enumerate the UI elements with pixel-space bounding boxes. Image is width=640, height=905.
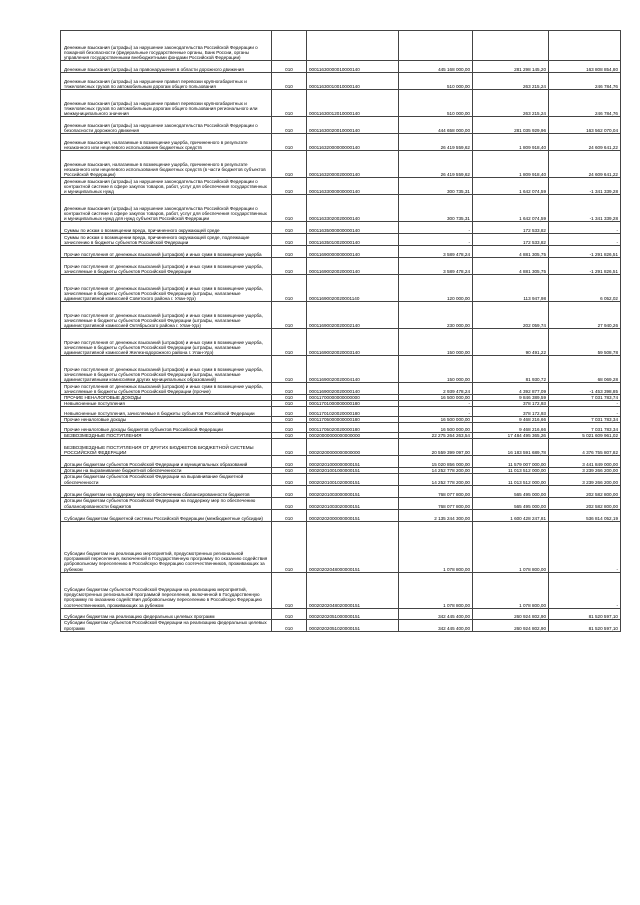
row-budget-code-cell: 00020201001020000151 [307, 474, 399, 485]
row-name-cell: Субсидии бюджетам бюджетной системы Российской Федерации (межбюджетные субсидии) [61, 509, 272, 521]
row-line-code-cell: 010 [272, 222, 307, 234]
row-line-code-cell: 010 [272, 407, 307, 417]
row-line-code-cell: 010 [272, 417, 307, 423]
row-executed-cell: 90 491,22 [473, 329, 549, 356]
row-approved-cell: 510 000,00 [399, 90, 473, 117]
table-row [61, 439, 621, 456]
row-name-cell: Субсидии бюджетам на реализацию мероприятий, предусмотренных региональной программой переселения, включенной в Государственную программу по оказанию содействия добровольному переселению в Российскую Федерацию соотечественников, проживающих за рубежом [61, 521, 272, 572]
row-line-code-cell: 010 [272, 151, 307, 178]
table-row [61, 474, 621, 485]
row-approved-cell: - [399, 234, 473, 246]
row-unexecuted-cell: 246 784,76 [549, 73, 621, 90]
row-unexecuted-cell: 6 052,02 [549, 275, 621, 302]
row-executed-cell: 565 495 000,00 [473, 497, 549, 509]
row-name-cell: Невыясненные поступления, зачисляемые в бюджеты субъектов Российской Федерации [61, 407, 272, 417]
row-line-code-cell: 010 [272, 474, 307, 485]
row-budget-code-cell: 00020202051020000151 [307, 619, 399, 631]
row-budget-code-cell: 00011630000010000140 [307, 61, 399, 73]
table-row [61, 246, 621, 258]
row-budget-code-cell: 00020202048000000151 [307, 521, 399, 572]
row-budget-code-cell: 00011690020020000140 [307, 383, 399, 395]
row-name-cell: Прочие поступления от денежных взысканий (штрафов) и иных сумм в возмещение ущерба, зачисляемые в бюджеты субъектов Российской Федерации (штрафы, налагаемые административными комиссиями других муниципальных образований) [61, 356, 272, 383]
row-executed-cell: 172 533,82 [473, 234, 549, 246]
row-executed-cell: 260 924 802,90 [473, 608, 549, 619]
row-unexecuted-cell: 202 582 800,00 [549, 485, 621, 497]
table-row [61, 456, 621, 468]
row-unexecuted-cell: 81 520 597,10 [549, 608, 621, 619]
row-budget-code-cell: 00011705000000000180 [307, 417, 399, 423]
row-approved-cell: 1 078 800,00 [399, 521, 473, 572]
row-name-cell: Денежные взыскания, налагаемые в возмещение ущерба, причиненного в результате незаконного или нецелевого использования бюджетных средств (в части бюджетов субъектов Российской Федерации) [61, 151, 272, 178]
row-executed-cell: 4 392 877,09 [473, 383, 549, 395]
row-line-code-cell: 010 [272, 401, 307, 407]
row-approved-cell: 20 559 399 097,00 [399, 439, 473, 456]
row-name-cell: Денежные взыскания (штрафы) за правонарушения в области дорожного движения [61, 61, 272, 73]
row-budget-code-cell: 00011690000000000140 [307, 246, 399, 258]
row-name-cell: Суммы по искам о возмещении вреда, причиненного окружающей среде, подлежащие зачислению в бюджеты субъектов Российской Федерации [61, 234, 272, 246]
row-name-cell: Прочие неналоговые доходы бюджетов субъектов Российской Федерации [61, 423, 272, 433]
row-line-code-cell: 010 [272, 456, 307, 468]
row-line-code-cell: 010 [272, 73, 307, 90]
row-name-cell: Дотации бюджетам субъектов Российской Федерации на поддержку мер по обеспечению сбалансированности бюджетов [61, 497, 272, 509]
row-approved-cell: 15 020 856 000,00 [399, 456, 473, 468]
row-budget-code-cell: 00011635010020000140 [307, 234, 399, 246]
row-executed-cell: 1 642 074,59 [473, 195, 549, 222]
table-row [61, 61, 621, 73]
row-budget-code-cell: 00020202051000000151 [307, 608, 399, 619]
row-name-cell: Дотации на выравнивание бюджетной обеспеченности [61, 468, 272, 474]
row-name-cell: Денежные взыскания, налагаемые в возмещение ущерба, причиненного в результате незаконного или нецелевого использования бюджетных средств [61, 134, 272, 151]
table-row [61, 356, 621, 383]
row-budget-code-cell: 00011690020020001140 [307, 275, 399, 302]
row-approved-cell: 22 275 264 263,54 [399, 433, 473, 439]
row-unexecuted-cell: 163 808 854,80 [549, 61, 621, 73]
row-approved-cell: 3 589 478,24 [399, 258, 473, 275]
row-name-cell: Денежные взыскания (штрафы) за нарушение правил перевозки крупногабаритных и тяжеловесных грузов по автомобильным дорогам общего пользования [61, 73, 272, 90]
table-row [61, 117, 621, 134]
row-name-cell: Денежные взыскания (штрафы) за нарушение законодательства Российской Федерации о пожарной безопасности (федеральные государственные органы, Банк России, органы управления государственными внебюджетными фондами Российской Федерации) [61, 31, 272, 61]
row-budget-code-cell: 00020202000000000151 [307, 509, 399, 521]
row-budget-code-cell: 00011690020020002140 [307, 302, 399, 329]
row-executed-cell: 113 947,98 [473, 275, 549, 302]
row-approved-cell: 445 168 000,00 [399, 61, 473, 73]
row-executed-cell: 17 484 495 365,26 [473, 433, 549, 439]
table-row [61, 485, 621, 497]
row-line-code-cell: 010 [272, 433, 307, 439]
row-unexecuted-cell: 3 239 266 200,00 [549, 474, 621, 485]
row-budget-code-cell: 00020201000000000151 [307, 456, 399, 468]
row-approved-cell: 768 077 800,00 [399, 497, 473, 509]
row-executed-cell: 565 495 000,00 [473, 485, 549, 497]
row-line-code-cell: 010 [272, 258, 307, 275]
report-table-container [60, 30, 618, 632]
row-unexecuted-cell [549, 31, 621, 61]
row-unexecuted-cell: 24 609 641,22 [549, 134, 621, 151]
row-budget-code-cell [307, 31, 399, 61]
row-approved-cell: 768 077 800,00 [399, 485, 473, 497]
row-unexecuted-cell: - [549, 572, 621, 608]
row-name-cell: Денежные взыскания (штрафы) за нарушение законодательства Российской Федерации о контрактной системе в сфере закупок товаров, работ, услуг для обеспечения государственных и муниципальных нужд [61, 178, 272, 195]
row-name-cell: Денежные взыскания (штрафы) за нарушение правил перевозки крупногабаритных и тяжеловесных грузов по автомобильным дорогам общего пользования регионального или межмуниципального значения [61, 90, 272, 117]
row-approved-cell: - [399, 222, 473, 234]
table-row [61, 151, 621, 178]
row-name-cell: Субсидии бюджетам субъектов Российской Федерации на реализацию мероприятий, предусмотренных региональной программой переселения, включенной в Государственную программу по оказанию содействия добровольному переселению в Российскую Федерацию соотечественников, проживающих за рубежом [61, 572, 272, 608]
table-row [61, 329, 621, 356]
row-budget-code-cell: 00020201003020000151 [307, 497, 399, 509]
row-unexecuted-cell: -1 341 339,28 [549, 195, 621, 222]
row-unexecuted-cell: 24 609 641,22 [549, 151, 621, 178]
row-line-code-cell: 010 [272, 234, 307, 246]
row-executed-cell: 1 078 800,00 [473, 521, 549, 572]
row-unexecuted-cell: 4 376 755 807,82 [549, 439, 621, 456]
row-executed-cell: 4 881 305,75 [473, 258, 549, 275]
row-line-code-cell: 010 [272, 485, 307, 497]
row-approved-cell: 3 589 478,24 [399, 246, 473, 258]
row-budget-code-cell: 00011630010010000140 [307, 73, 399, 90]
row-executed-cell: 11 013 512 000,00 [473, 468, 549, 474]
row-approved-cell [399, 31, 473, 61]
row-executed-cell: 263 215,24 [473, 90, 549, 117]
row-budget-code-cell: 00020000000000000000 [307, 433, 399, 439]
row-name-cell: Невыясненные поступления [61, 401, 272, 407]
row-line-code-cell: 010 [272, 302, 307, 329]
row-budget-code-cell: 00011632000000000140 [307, 134, 399, 151]
row-executed-cell: 11 013 512 000,00 [473, 474, 549, 485]
row-budget-code-cell: 00011635000000000140 [307, 222, 399, 234]
row-budget-code-cell: 00011690020020003140 [307, 329, 399, 356]
table-row [61, 234, 621, 246]
row-executed-cell: 263 215,24 [473, 73, 549, 90]
row-line-code-cell: 010 [272, 423, 307, 433]
table-row [61, 619, 621, 631]
row-unexecuted-cell: 59 508,78 [549, 329, 621, 356]
row-line-code-cell: 010 [272, 395, 307, 401]
row-unexecuted-cell: 163 562 070,04 [549, 117, 621, 134]
row-budget-code-cell: 00011690020020000140 [307, 258, 399, 275]
row-approved-cell: 120 000,00 [399, 275, 473, 302]
table-row [61, 468, 621, 474]
row-line-code-cell: 010 [272, 608, 307, 619]
row-approved-cell: 16 500 000,00 [399, 423, 473, 433]
row-unexecuted-cell: - [549, 521, 621, 572]
row-line-code-cell: 010 [272, 246, 307, 258]
row-line-code-cell: 010 [272, 356, 307, 383]
row-approved-cell: 300 735,31 [399, 178, 473, 195]
row-executed-cell: 9 468 216,66 [473, 423, 549, 433]
row-executed-cell: 81 930,72 [473, 356, 549, 383]
row-line-code-cell: 010 [272, 90, 307, 117]
row-line-code-cell [272, 31, 307, 61]
table-row [61, 509, 621, 521]
row-executed-cell: 260 924 802,90 [473, 619, 549, 631]
row-executed-cell: 172 533,82 [473, 222, 549, 234]
row-executed-cell: 281 035 929,96 [473, 117, 549, 134]
row-unexecuted-cell: -1 341 339,28 [549, 178, 621, 195]
row-line-code-cell: 010 [272, 275, 307, 302]
row-line-code-cell: 010 [272, 497, 307, 509]
table-row [61, 134, 621, 151]
row-unexecuted-cell: - [549, 234, 621, 246]
row-line-code-cell: 010 [272, 117, 307, 134]
row-name-cell: ПРОЧИЕ НЕНАЛОГОВЫЕ ДОХОДЫ [61, 395, 272, 401]
row-unexecuted-cell: -1 291 826,51 [549, 246, 621, 258]
row-name-cell: Прочие поступления от денежных взысканий (штрафов) и иных сумм в возмещение ущерба, зачисляемые в бюджеты субъектов Российской Федерации (прочие) [61, 383, 272, 395]
row-executed-cell: 1 078 800,00 [473, 572, 549, 608]
row-approved-cell: 2 135 244 300,00 [399, 509, 473, 521]
row-approved-cell: 26 419 559,62 [399, 134, 473, 151]
row-name-cell: Денежные взыскания (штрафы) за нарушение законодательства Российской Федерации о безопасности дорожного движения [61, 117, 272, 134]
row-executed-cell: 16 183 591 689,78 [473, 439, 549, 456]
row-unexecuted-cell: 246 784,76 [549, 90, 621, 117]
table-row [61, 90, 621, 117]
row-name-cell: Субсидии бюджетам субъектов Российской Федерации на реализацию федеральных целевых программ [61, 619, 272, 631]
row-line-code-cell: 010 [272, 195, 307, 222]
row-unexecuted-cell: - [549, 222, 621, 234]
row-executed-cell: 378 172,93 [473, 401, 549, 407]
row-line-code-cell: 010 [272, 521, 307, 572]
row-approved-cell: 26 419 559,62 [399, 151, 473, 178]
table-row [61, 222, 621, 234]
row-approved-cell: - [399, 401, 473, 407]
row-name-cell: Прочие поступления от денежных взысканий (штрафов) и иных сумм в возмещение ущерба, зачисляемые в бюджеты субъектов Российской Федерации (штрафы, налагаемые административной комиссией Железнодорожного района г. Улан-Удэ) [61, 329, 272, 356]
row-approved-cell: 2 939 478,24 [399, 383, 473, 395]
row-executed-cell: 4 881 305,75 [473, 246, 549, 258]
row-executed-cell: 202 059,74 [473, 302, 549, 329]
table-row [61, 383, 621, 395]
row-unexecuted-cell: -1 291 826,51 [549, 258, 621, 275]
row-line-code-cell: 010 [272, 178, 307, 195]
table-row [61, 31, 621, 61]
table-row [61, 195, 621, 222]
table-row [61, 608, 621, 619]
row-executed-cell: 9 846 389,59 [473, 395, 549, 401]
row-budget-code-cell: 00020202048020000151 [307, 572, 399, 608]
table-row [61, 73, 621, 90]
row-name-cell: БЕЗВОЗМЕЗДНЫЕ ПОСТУПЛЕНИЯ [61, 433, 272, 439]
row-approved-cell: 150 000,00 [399, 356, 473, 383]
row-line-code-cell: 010 [272, 439, 307, 456]
row-name-cell: Прочие поступления от денежных взысканий (штрафов) и иных сумм в возмещение ущерба, зачисляемые в бюджеты субъектов Российской Федерации (штрафы, налагаемые административной комиссией Советского района г. Улан-Удэ) [61, 275, 272, 302]
row-unexecuted-cell: 7 031 783,34 [549, 423, 621, 433]
row-line-code-cell: 010 [272, 329, 307, 356]
row-executed-cell: 1 809 918,40 [473, 151, 549, 178]
table-row [61, 178, 621, 195]
row-budget-code-cell: 00020201003000000151 [307, 485, 399, 497]
row-name-cell: Субсидии бюджетам на реализацию федеральных целевых программ [61, 608, 272, 619]
row-name-cell: Прочие поступления от денежных взысканий (штрафов) и иных сумм в возмещение ущерба [61, 246, 272, 258]
row-budget-code-cell: 00020201001000000151 [307, 468, 399, 474]
row-name-cell: Прочие поступления от денежных взысканий (штрафов) и иных сумм в возмещение ущерба, зачисляемые в бюджеты субъектов Российской Федерации [61, 258, 272, 275]
row-name-cell: Денежные взыскания (штрафы) за нарушение законодательства Российской Федерации о контрактной системе в сфере закупок товаров, работ, услуг для обеспечения государственных и муниципальных нужд для нужд субъектов Российской Федерации [61, 195, 272, 222]
row-approved-cell: 230 000,00 [399, 302, 473, 329]
row-budget-code-cell: 00011633020020000140 [307, 195, 399, 222]
row-executed-cell: 1 809 918,40 [473, 134, 549, 151]
row-approved-cell: 510 000,00 [399, 73, 473, 90]
row-approved-cell: 16 500 000,00 [399, 417, 473, 423]
row-unexecuted-cell: - [549, 401, 621, 407]
row-approved-cell: 150 000,00 [399, 329, 473, 356]
table-row [61, 407, 621, 417]
table-body [61, 31, 621, 632]
row-line-code-cell: 010 [272, 572, 307, 608]
row-executed-cell: 281 298 145,20 [473, 61, 549, 73]
row-approved-cell: - [399, 407, 473, 417]
row-executed-cell: 1 600 428 247,81 [473, 509, 549, 521]
row-unexecuted-cell: - [549, 407, 621, 417]
row-budget-code-cell: 00011700000000000000 [307, 395, 399, 401]
row-unexecuted-cell: 3 239 266 200,00 [549, 468, 621, 474]
table-row [61, 497, 621, 509]
row-unexecuted-cell: 68 069,28 [549, 356, 621, 383]
row-line-code-cell: 010 [272, 134, 307, 151]
row-name-cell: Прочие поступления от денежных взысканий (штрафов) и иных сумм в возмещение ущерба, зачисляемые в бюджеты субъектов Российской Федерации (штрафы, налагаемые административной комиссией Октябрьского района г. Улан-Удэ) [61, 302, 272, 329]
row-approved-cell: 14 252 778 200,00 [399, 474, 473, 485]
row-unexecuted-cell: 81 520 597,10 [549, 619, 621, 631]
row-approved-cell: 14 252 778 200,00 [399, 468, 473, 474]
row-budget-code-cell: 00011690020020004140 [307, 356, 399, 383]
row-budget-code-cell: 00011705020020000180 [307, 423, 399, 433]
row-budget-code-cell: 00020200000000000000 [307, 439, 399, 456]
row-line-code-cell: 010 [272, 509, 307, 521]
row-name-cell: Прочие неналоговые доходы [61, 417, 272, 423]
row-approved-cell: 342 445 400,00 [399, 608, 473, 619]
row-unexecuted-cell: 3 441 849 000,00 [549, 456, 621, 468]
table-row [61, 275, 621, 302]
row-executed-cell [473, 31, 549, 61]
row-name-cell: БЕЗВОЗМЕЗДНЫЕ ПОСТУПЛЕНИЯ ОТ ДРУГИХ БЮДЖЕТОВ БЮДЖЕТНОЙ СИСТЕМЫ РОССИЙСКОЙ ФЕДЕРАЦИИ [61, 439, 272, 456]
row-line-code-cell: 010 [272, 61, 307, 73]
row-approved-cell: 444 658 000,00 [399, 117, 473, 134]
row-approved-cell: 342 445 400,00 [399, 619, 473, 631]
row-line-code-cell: 010 [272, 468, 307, 474]
row-unexecuted-cell: 5 021 609 961,02 [549, 433, 621, 439]
table-row [61, 423, 621, 433]
row-approved-cell: 1 078 800,00 [399, 572, 473, 608]
revenue-execution-table [60, 30, 621, 632]
row-budget-code-cell: 00011632000020000140 [307, 151, 399, 178]
row-budget-code-cell: 00011630020010000140 [307, 117, 399, 134]
row-unexecuted-cell: 536 814 052,19 [549, 509, 621, 521]
row-executed-cell: 1 642 074,59 [473, 178, 549, 195]
row-unexecuted-cell: 27 940,26 [549, 302, 621, 329]
row-executed-cell: 11 579 007 000,00 [473, 456, 549, 468]
row-approved-cell: 16 500 000,00 [399, 395, 473, 401]
row-name-cell: Суммы по искам о возмещении вреда, причиненного окружающей среде [61, 222, 272, 234]
table-row [61, 521, 621, 572]
row-budget-code-cell: 00011701000000000180 [307, 401, 399, 407]
row-line-code-cell: 010 [272, 383, 307, 395]
row-executed-cell: 9 468 216,66 [473, 417, 549, 423]
row-unexecuted-cell: 202 582 800,00 [549, 497, 621, 509]
row-budget-code-cell: 00011633000000000140 [307, 178, 399, 195]
row-name-cell: Дотации бюджетам на поддержку мер по обеспечению сбалансированности бюджетов [61, 485, 272, 497]
row-budget-code-cell: 00011701020020000180 [307, 407, 399, 417]
table-row [61, 302, 621, 329]
row-line-code-cell: 010 [272, 619, 307, 631]
row-name-cell: Дотации бюджетам субъектов Российской Федерации на выравнивание бюджетной обеспеченности [61, 474, 272, 485]
row-unexecuted-cell: -1 453 398,85 [549, 383, 621, 395]
table-row [61, 572, 621, 608]
row-approved-cell: 300 735,31 [399, 195, 473, 222]
row-budget-code-cell: 00011630012010000140 [307, 90, 399, 117]
row-unexecuted-cell: 7 031 783,34 [549, 417, 621, 423]
row-name-cell: Дотации бюджетам субъектов Российской Федерации и муниципальных образований [61, 456, 272, 468]
row-unexecuted-cell: 7 031 783,74 [549, 395, 621, 401]
table-row [61, 258, 621, 275]
row-executed-cell: 378 172,93 [473, 407, 549, 417]
